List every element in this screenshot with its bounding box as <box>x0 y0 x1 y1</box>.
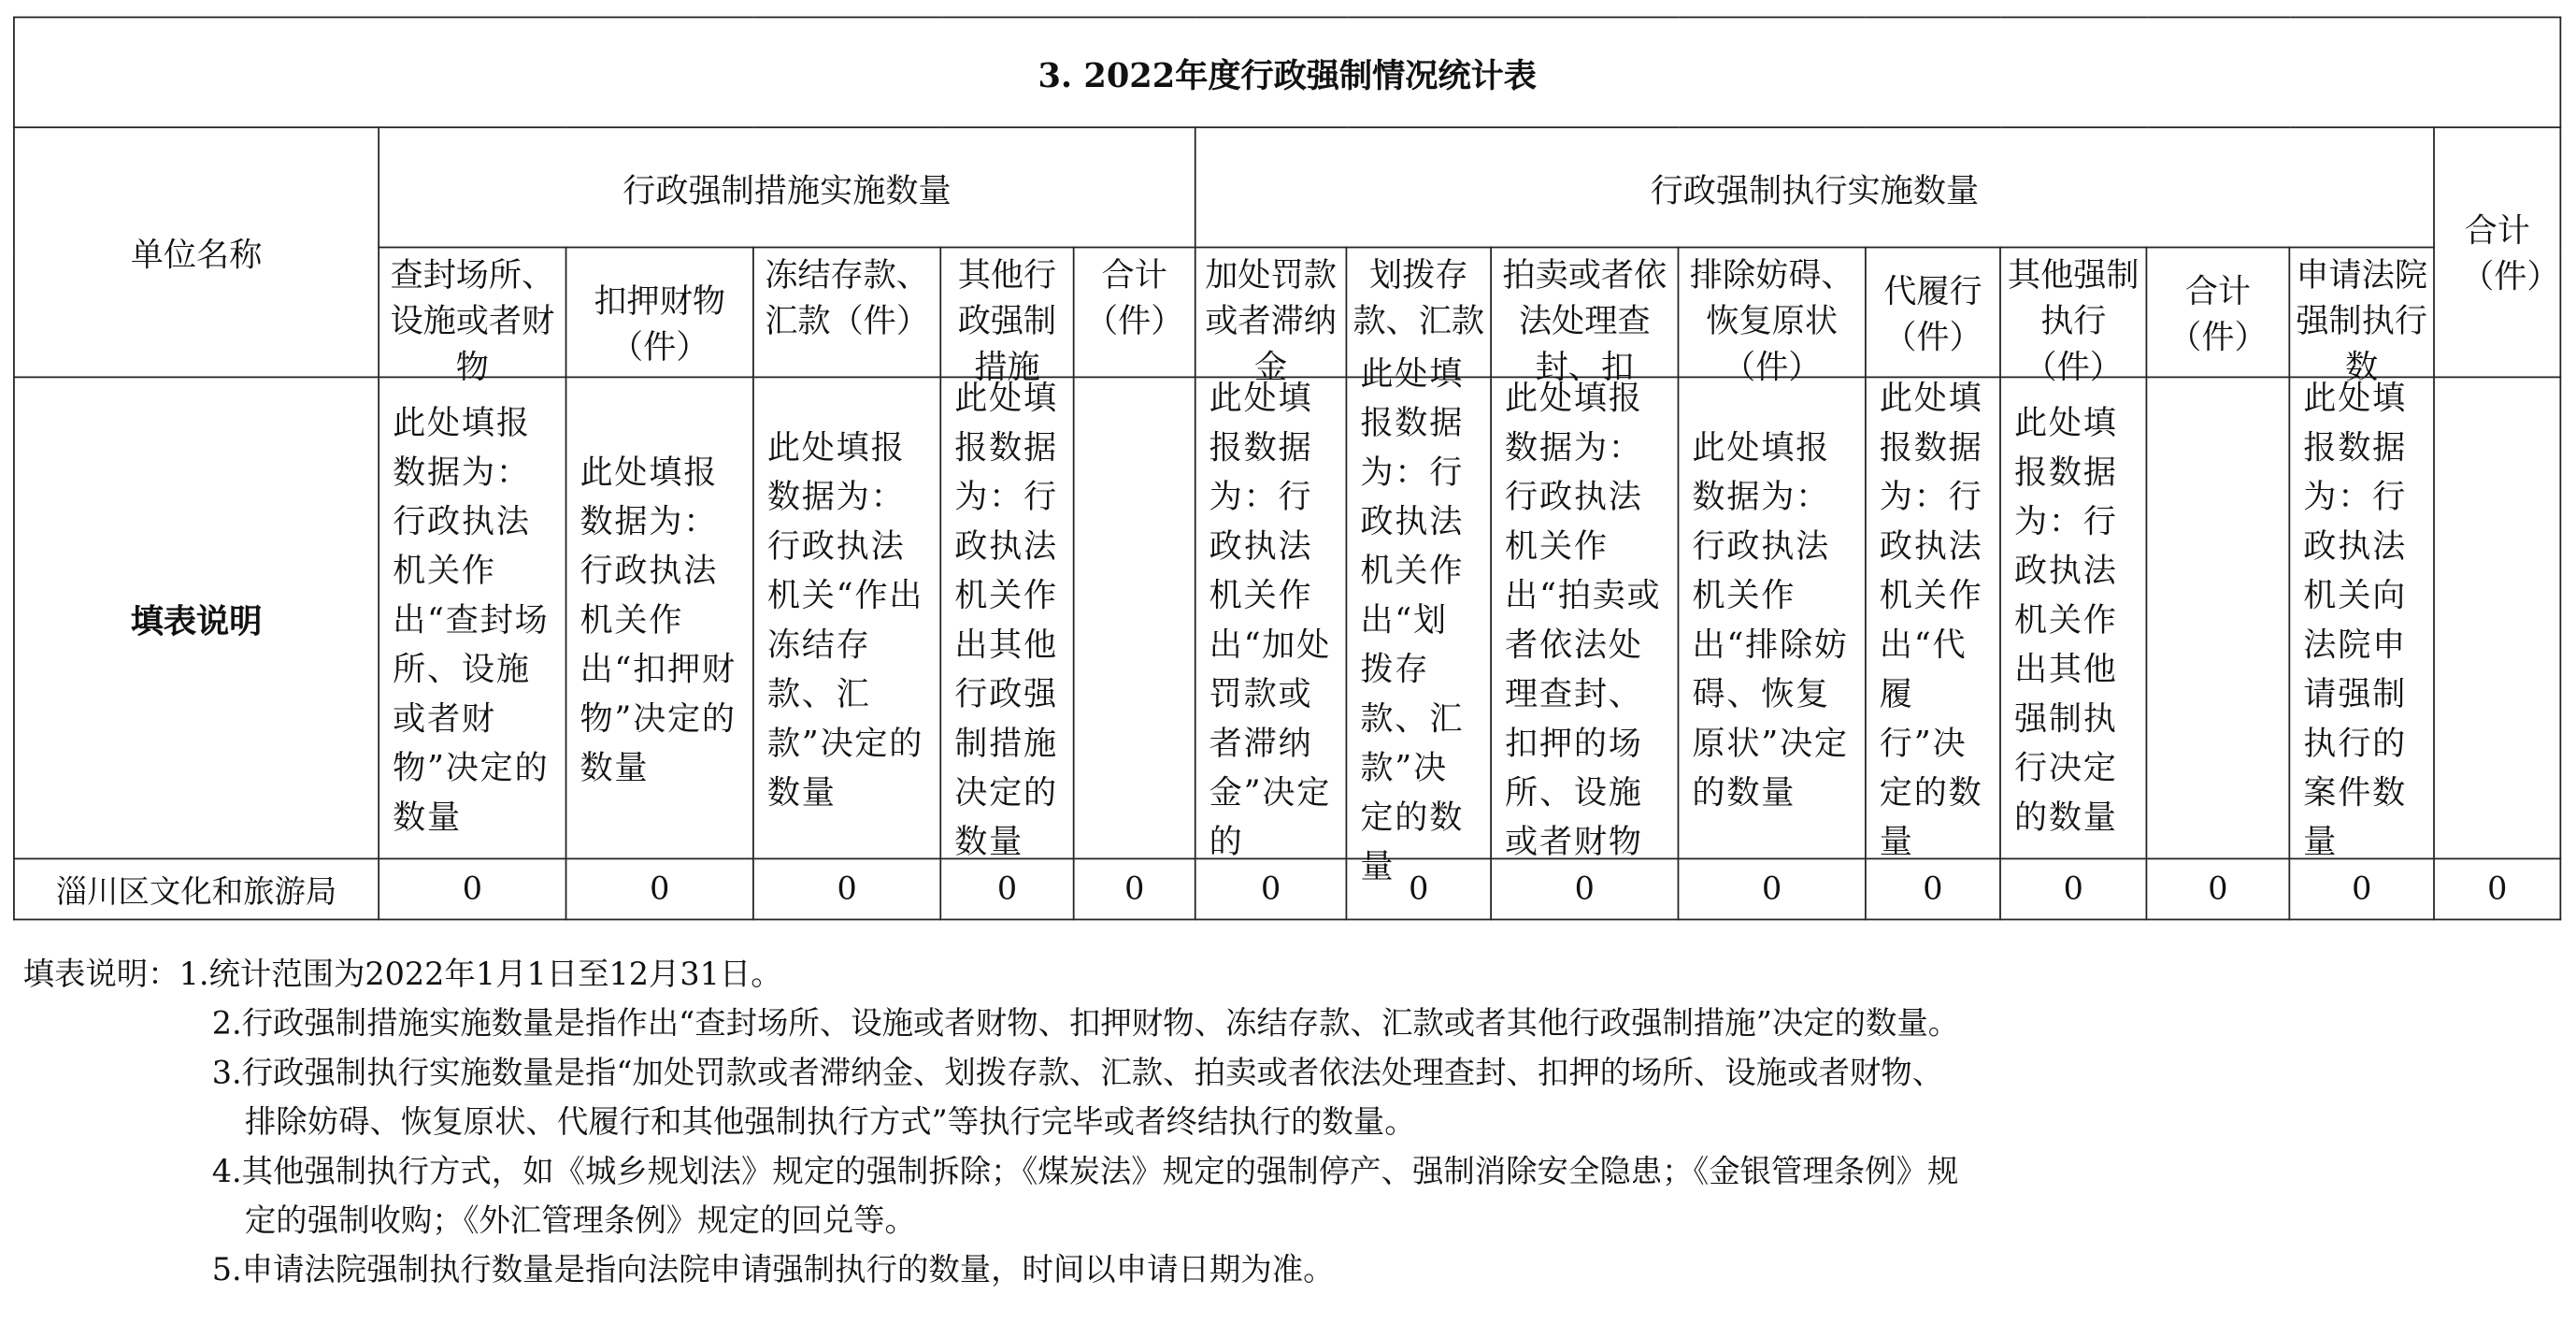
value-cell: 0 <box>753 858 940 919</box>
value-cell: 0 <box>940 858 1073 919</box>
note-line-3a: 3.行政强制执行实施数量是指“加处罚款或者滞纳金、划拨存款、汇款、拍卖或者依法处理查封、扣押的场所、设施或者财物、 <box>211 1055 1944 1092</box>
description-cell: 此处填报数据为：行政执法机关“作出冻结存款、汇款”决定的数量 <box>753 377 940 858</box>
description-label: 填表说明 <box>14 377 379 858</box>
value-cell: 0 <box>1491 858 1678 919</box>
value-cell: 0 <box>1195 858 1347 919</box>
header-execution-group: 行政强制执行实施数量 <box>1195 127 2434 247</box>
statistics-table <box>13 17 2561 921</box>
value-cell: 0 <box>379 858 565 919</box>
note-line-3b: 排除妨碍、恢复原状、代履行和其他强制执行方式”等执行完毕或者终结执行的数量。 <box>244 1104 1416 1141</box>
description-cell: 此处填报数据为：行政执法机关作出“查封场所、设施或者财物”决定的数量 <box>379 377 565 858</box>
description-cell <box>2146 377 2289 858</box>
header-exec-total: 合计（件） <box>2146 248 2289 378</box>
value-cell: 0 <box>2434 858 2560 919</box>
description-cell: 此处填报数据为：行政执法机关作出“排除妨碍、恢复原状”决定的数量 <box>1678 377 1865 858</box>
header-exec-court: 申请法院强制执行数 <box>2289 248 2434 378</box>
header-measure-freeze: 冻结存款、汇款（件） <box>753 248 940 378</box>
value-cell: 0 <box>1346 858 1491 919</box>
notes-section <box>23 950 2521 1295</box>
unit-name-cell: 淄川区文化和旅游局 <box>14 858 379 919</box>
value-cell: 0 <box>566 858 753 919</box>
value-cell: 0 <box>2146 858 2289 919</box>
header-unit-name: 单位名称 <box>14 127 379 377</box>
header-exec-auction: 拍卖或者依法处理查封、扣 <box>1491 248 1678 378</box>
description-cell <box>1074 377 1195 858</box>
description-cell: 此处填报数据为：行政执法机关作出“加处罚款或者滞纳金”决定的 <box>1195 377 1347 858</box>
note-line-5: 5.申请法院强制执行数量是指向法院申请强制执行的数量，时间以申请日期为准。 <box>211 1252 1335 1289</box>
header-exec-transfer: 划拨存款、汇款 <box>1346 248 1491 378</box>
description-cell <box>2434 377 2560 858</box>
note-line-4a: 4.其他强制执行方式，如《城乡规划法》规定的强制拆除；《煤炭法》规定的强制停产、强制消除安全隐患；《金银管理条例》规 <box>211 1153 1959 1190</box>
header-exec-remove: 排除妨碍、恢复原状（件） <box>1678 248 1865 378</box>
value-cell: 0 <box>2289 858 2434 919</box>
table-title: 3. 2022年度行政强制情况统计表 <box>14 17 2561 127</box>
description-cell: 此处填报数据为：行政执法机关作出其他强制执行决定的数量 <box>2000 377 2146 858</box>
description-cell: 此处填报数据为：行政执法机关向法院申请强制执行的案件数量 <box>2289 377 2434 858</box>
header-exec-substitute: 代履行（件） <box>1866 248 2000 378</box>
description-cell: 此处填报数据为：行政执法机关作出“代履行”决定的数量 <box>1866 377 2000 858</box>
value-cell: 0 <box>1678 858 1865 919</box>
header-measure-seize: 扣押财物（件） <box>566 248 753 378</box>
description-cell: 此处填报数据为：行政执法机关作出其他行政强制措施决定的数量 <box>940 377 1073 858</box>
table-row <box>14 858 2561 919</box>
description-cell: 此处填报数据为：行政执法机关作出“拍卖或者依法处理查封、扣押的场所、设施或者财物 <box>1491 377 1678 858</box>
description-cell: 此处填报数据为：行政执法机关作出“扣押财物”决定的数量 <box>566 377 753 858</box>
value-cell: 0 <box>2000 858 2146 919</box>
note-line-4b: 定的强制收购；《外汇管理条例》规定的回兑等。 <box>244 1202 916 1240</box>
value-cell: 0 <box>1074 858 1195 919</box>
description-cell: 此处填报数据为：行政执法机关作出“划拨存款、汇款”决定的数量 <box>1346 377 1491 858</box>
header-exec-other: 其他强制执行（件） <box>2000 248 2146 378</box>
note-line-2: 2.行政强制措施实施数量是指作出“查封场所、设施或者财物、扣押财物、冻结存款、汇款或者其他行政强制措施”决定的数量。 <box>211 1005 1960 1043</box>
header-measure-seal: 查封场所、设施或者财物 <box>379 248 565 378</box>
value-cell: 0 <box>1866 858 2000 919</box>
note-line-1: 填表说明：1.统计范围为2022年1月1日至12月31日。 <box>22 956 782 993</box>
header-measures-group: 行政强制措施实施数量 <box>379 127 1195 247</box>
header-measure-other: 其他行政强制措施 <box>940 248 1073 378</box>
header-exec-penalty: 加处罚款或者滞纳金 <box>1195 248 1347 378</box>
header-measure-total: 合计（件） <box>1074 248 1195 378</box>
header-total: 合计（件） <box>2434 127 2560 377</box>
